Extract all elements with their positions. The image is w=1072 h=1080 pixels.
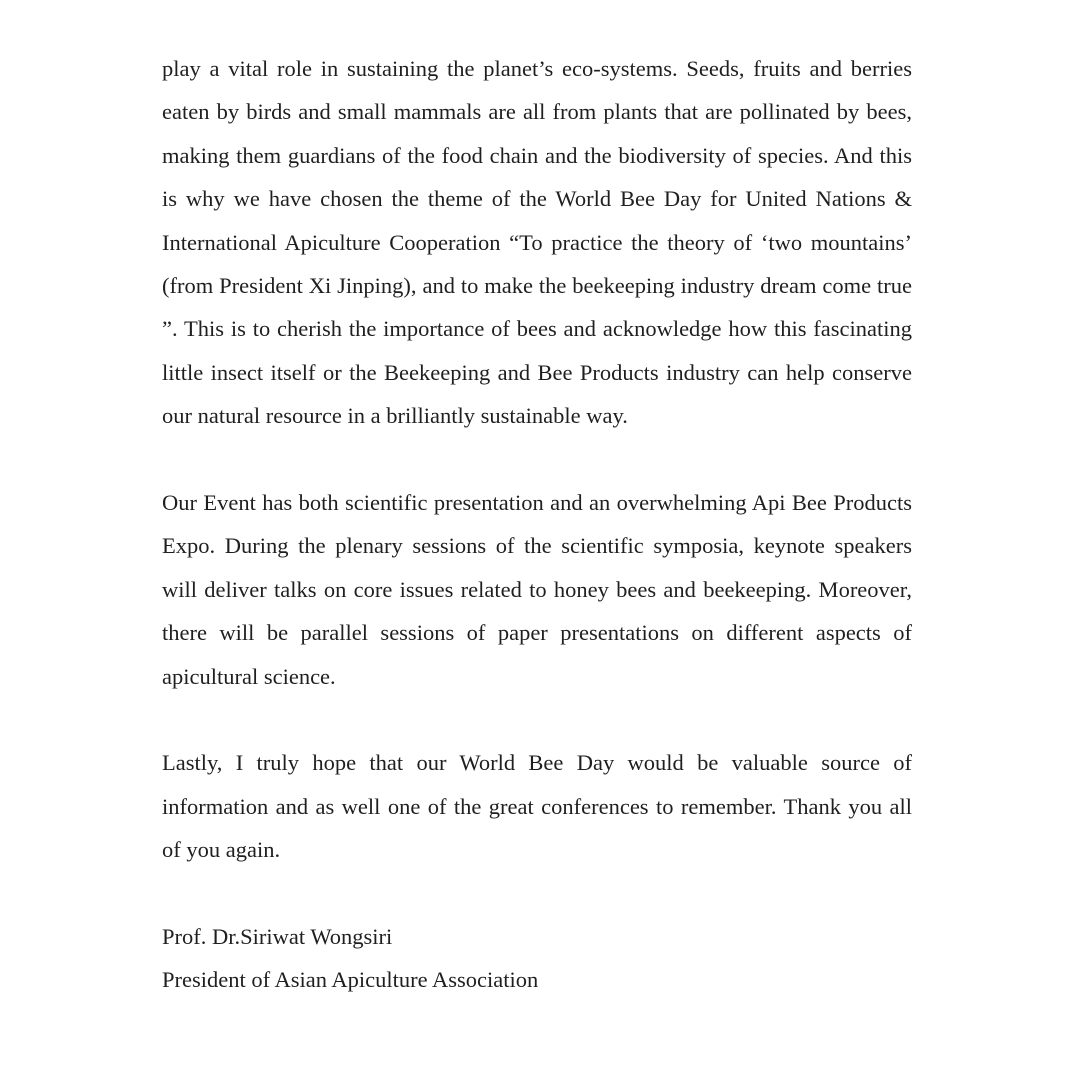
paragraph-event-description: Our Event has both scientific presentation and an overwhelming Api Bee Products Expo. During the plenary sessions of the scientific symposia, keynote speakers will deliver talks on core issues related to honey bees and beekeeping. Moreover, there will be parallel sessions of paper presentations on different aspects of apicultural science. (162, 490, 912, 689)
paragraph-spacer (162, 438, 912, 481)
signature-name: Prof. Dr.Siriwat Wongsiri (162, 924, 393, 950)
letter-body (162, 47, 912, 1002)
paragraph-spacer (162, 872, 912, 915)
paragraph-spacer (162, 698, 912, 741)
paragraph-bees-importance: play a vital role in sustaining the planet’s eco-systems. Seeds, fruits and berries eaten by birds and small mammals are all from plants that are pollinated by bees, making them guardians of the food chain and the biodiversity of species. And this is why we have chosen the theme of the World Bee Day for United Nations & International Apiculture Cooperation “To practice the theory of ‘two mountains’ (from President Xi Jinping), and to make the beekeeping industry dream come true ”. This is to cherish the importance of bees and acknowledge how this fascinating little insect itself or the Beekeeping and Bee Products industry can help conserve our natural resource in a brilliantly sustainable way. (162, 56, 912, 429)
signature-title: President of Asian Apiculture Association (162, 967, 539, 993)
paragraph-closing: Lastly, I truly hope that our World Bee Day would be valuable source of information and as well one of the great conferences to remember. Thank you all of you again. (162, 750, 912, 863)
signature-block (162, 915, 912, 1002)
